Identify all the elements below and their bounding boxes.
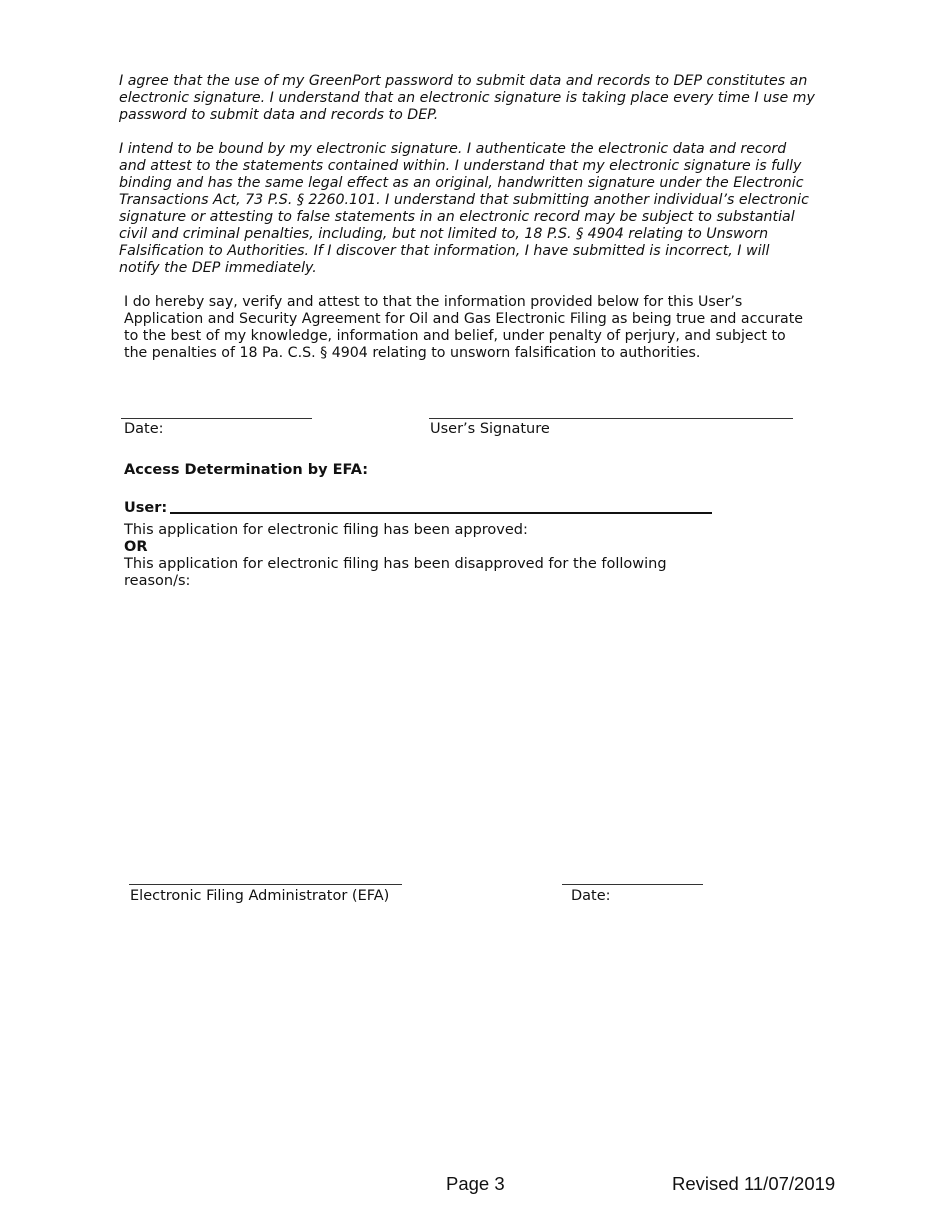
text-line: I do hereby say, verify and attest to that the information provided below for this User’s: [124, 294, 743, 310]
efa-signature-line: [129, 884, 402, 885]
user-signature-label: User’s Signature: [430, 421, 550, 437]
text-line: to the best of my knowledge, information and belief, under penalty of perjury, and subject to: [124, 328, 786, 344]
text-line: and attest to the statements contained within. I understand that my electronic signature is fully: [119, 158, 802, 174]
efa-date-label: Date:: [571, 888, 611, 904]
text-line: signature or attesting to false statements in an electronic record may be subject to substantial: [119, 209, 795, 225]
text-line: notify the DEP immediately.: [119, 260, 317, 276]
text-line: reason/s:: [124, 573, 191, 589]
text-line: This application for electronic filing has been disapproved for the following: [124, 556, 667, 572]
agreement-paragraph-1: [119, 73, 815, 124]
text-line: binding and has the same legal effect as an original, handwritten signature under the Electronic: [119, 175, 804, 191]
efa-label: Electronic Filing Administrator (EFA): [130, 888, 390, 904]
agreement-paragraph-2: [119, 141, 809, 277]
user-signature-line: [429, 418, 793, 419]
text-line: electronic signature. I understand that an electronic signature is taking place every time I use my: [119, 90, 815, 106]
date-label: Date:: [124, 421, 164, 437]
access-determination-heading: Access Determination by EFA:: [124, 462, 369, 478]
approved-text: This application for electronic filing has been approved:: [124, 522, 528, 538]
text-line: I intend to be bound by my electronic signature. I authenticate the electronic data and record: [119, 141, 787, 157]
text-line: Falsification to Authorities. If I discover that information, I have submitted is incorrect, I will: [119, 243, 770, 259]
revised-date: Revised 11/07/2019: [672, 1173, 836, 1194]
text-line: password to submit data and records to DEP.: [119, 107, 439, 123]
page-number: Page 3: [446, 1173, 505, 1194]
attestation-paragraph: [124, 294, 803, 362]
user-label: User:: [124, 500, 168, 516]
disapproved-text: [124, 556, 667, 590]
text-line: I agree that the use of my GreenPort password to submit data and records to DEP constitutes an: [119, 73, 808, 89]
text-line: Transactions Act, 73 P.S. § 2260.101. I understand that submitting another individual’s electronic: [119, 192, 809, 208]
user-line: [170, 512, 712, 514]
or-text: OR: [124, 539, 148, 555]
text-line: the penalties of 18 Pa. C.S. § 4904 relating to unsworn falsification to authorities.: [124, 345, 701, 361]
date-signature-line: [121, 418, 312, 419]
text-line: Application and Security Agreement for Oil and Gas Electronic Filing as being true and accurate: [124, 311, 804, 327]
text-line: civil and criminal penalties, including, but not limited to, 18 P.S. § 4904 relating to Unsworn: [119, 226, 769, 242]
efa-date-line: [562, 884, 703, 885]
